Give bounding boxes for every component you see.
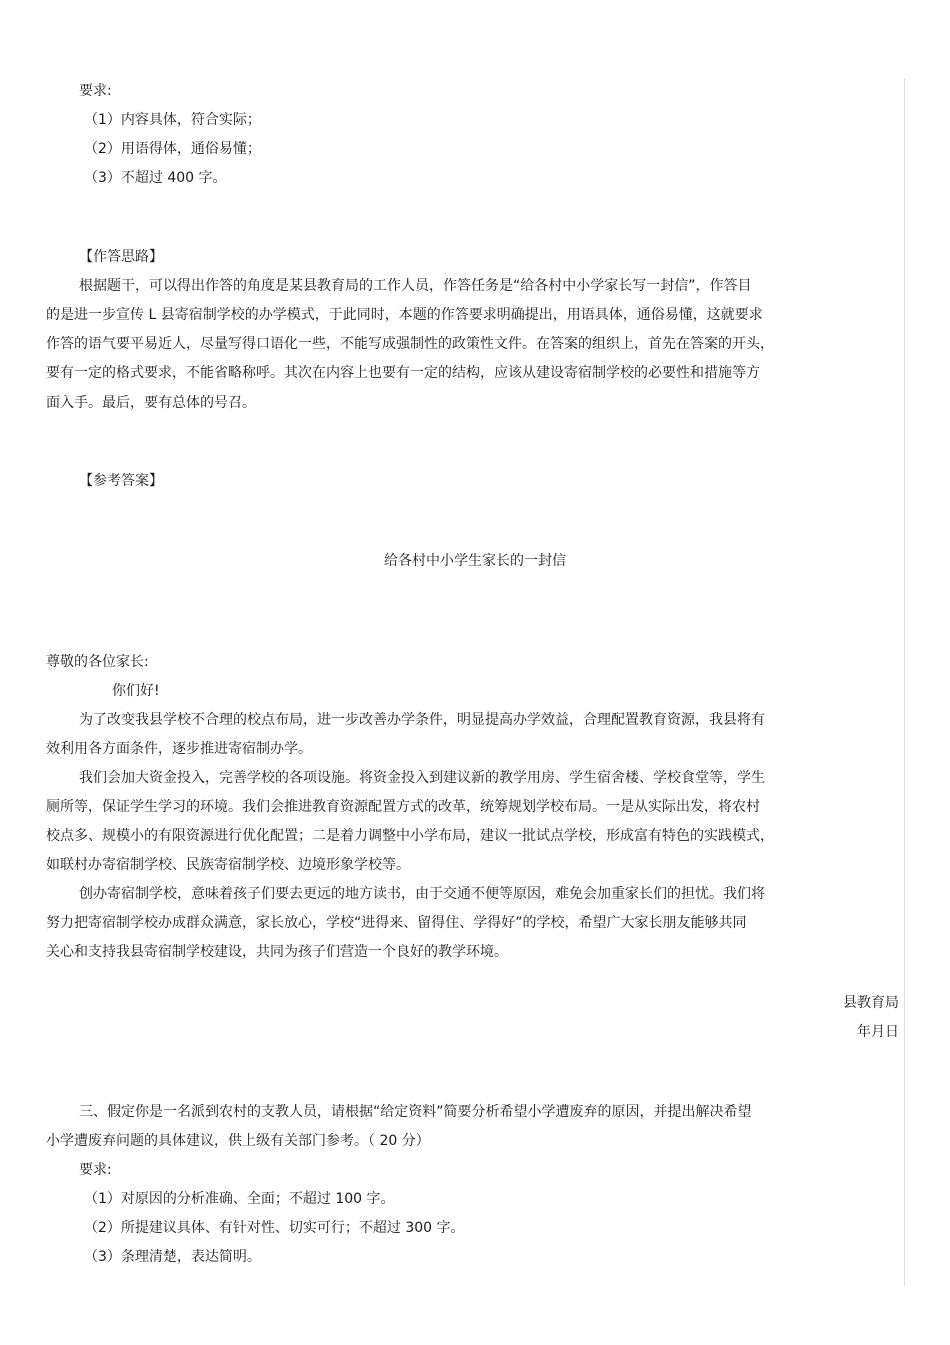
requirement-item: （2）所提建议具体、有针对性、切实可行；不超过 300 字。 xyxy=(84,1220,465,1236)
requirement-item: （3）不超过 400 字。 xyxy=(84,170,227,186)
letter-signature: 县教育局 xyxy=(843,995,899,1011)
requirement-item: （2）用语得体，通俗易懂； xyxy=(84,141,261,157)
letter-paragraph-line: 为了改变我县学校不合理的校点布局，进一步改善办学条件，明显提高办学效益，合理配置教育资源，我县将有 xyxy=(79,712,765,728)
approach-line: 的是进一步宣传 L 县寄宿制学校的办学模式，于此同时，本题的作答要求明确提出，用语具体，通俗易懂，这就要求 xyxy=(46,307,763,323)
letter-paragraph-line: 厕所等，保证学生学习的环境。我们会推进教育资源配置方式的改革，统筹规划学校布局。一是从实际出发，将农村 xyxy=(46,799,760,815)
question-3-requirements-heading: 要求: xyxy=(79,1162,112,1178)
answer-heading: 【参考答案】 xyxy=(79,473,163,489)
requirements-heading: 要求: xyxy=(79,83,112,99)
requirement-item: （1）对原因的分析准确、全面；不超过 100 字。 xyxy=(84,1191,395,1207)
question-3-line: 小学遭废弃问题的具体建议，供上级有关部门参考。（ 20 分） xyxy=(46,1133,430,1149)
letter-salutation: 尊敬的各位家长: xyxy=(46,654,149,670)
right-margin-rule xyxy=(904,78,905,1286)
letter-paragraph-line: 如联村办寄宿制学校、民族寄宿制学校、边境形象学校等。 xyxy=(46,857,410,873)
question-3-line: 三、假定你是一名派到农村的支教人员，请根据“给定资料”简要分析希望小学遭废弃的原因，并提出解决希望 xyxy=(79,1104,752,1120)
letter-paragraph-line: 校点多、规模小的有限资源进行优化配置；二是着力调整中小学布局，建议一批试点学校，形成富有特色的实践模式， xyxy=(46,828,774,844)
letter-paragraph-line: 创办寄宿制学校，意味着孩子们要去更远的地方读书，由于交通不便等原因，难免会加重家长们的担忧。我们将 xyxy=(79,886,765,902)
approach-line: 根据题干，可以得出作答的角度是某县教育局的工作人员，作答任务是“给各村中小学家长写一封信”，作答目 xyxy=(79,278,752,294)
approach-line: 面入手。最后，要有总体的号召。 xyxy=(46,395,256,411)
requirement-item: （3）条理清楚，表达简明。 xyxy=(84,1249,261,1265)
letter-paragraph-line: 我们会加大资金投入，完善学校的各项设施。将资金投入到建议新的教学用房、学生宿舍楼、学校食堂等，学生 xyxy=(79,770,765,786)
requirement-item: （1）内容具体，符合实际； xyxy=(84,112,261,128)
letter-paragraph-line: 效利用各方面条件，逐步推进寄宿制办学。 xyxy=(46,741,312,757)
approach-heading: 【作答思路】 xyxy=(79,249,163,265)
approach-line: 要有一定的格式要求，不能省略称呼。其次在内容上也要有一定的结构，应该从建设寄宿制学校的必要性和措施等方 xyxy=(46,365,760,381)
letter-title: 给各村中小学生家长的一封信 xyxy=(384,553,566,569)
letter-paragraph-line: 努力把寄宿制学校办成群众满意，家长放心，学校“进得来、留得住、学得好”的学校，希望广大家长朋友能够共同 xyxy=(46,915,747,931)
letter-date: 年月日 xyxy=(857,1024,899,1040)
approach-line: 作答的语气要平易近人，尽量写得口语化一些，不能写成强制性的政策性文件。在答案的组织上，首先在答案的开头， xyxy=(46,336,774,352)
letter-greeting: 你们好! xyxy=(112,683,160,699)
letter-paragraph-line: 关心和支持我县寄宿制学校建设，共同为孩子们营造一个良好的教学环境。 xyxy=(46,944,508,960)
